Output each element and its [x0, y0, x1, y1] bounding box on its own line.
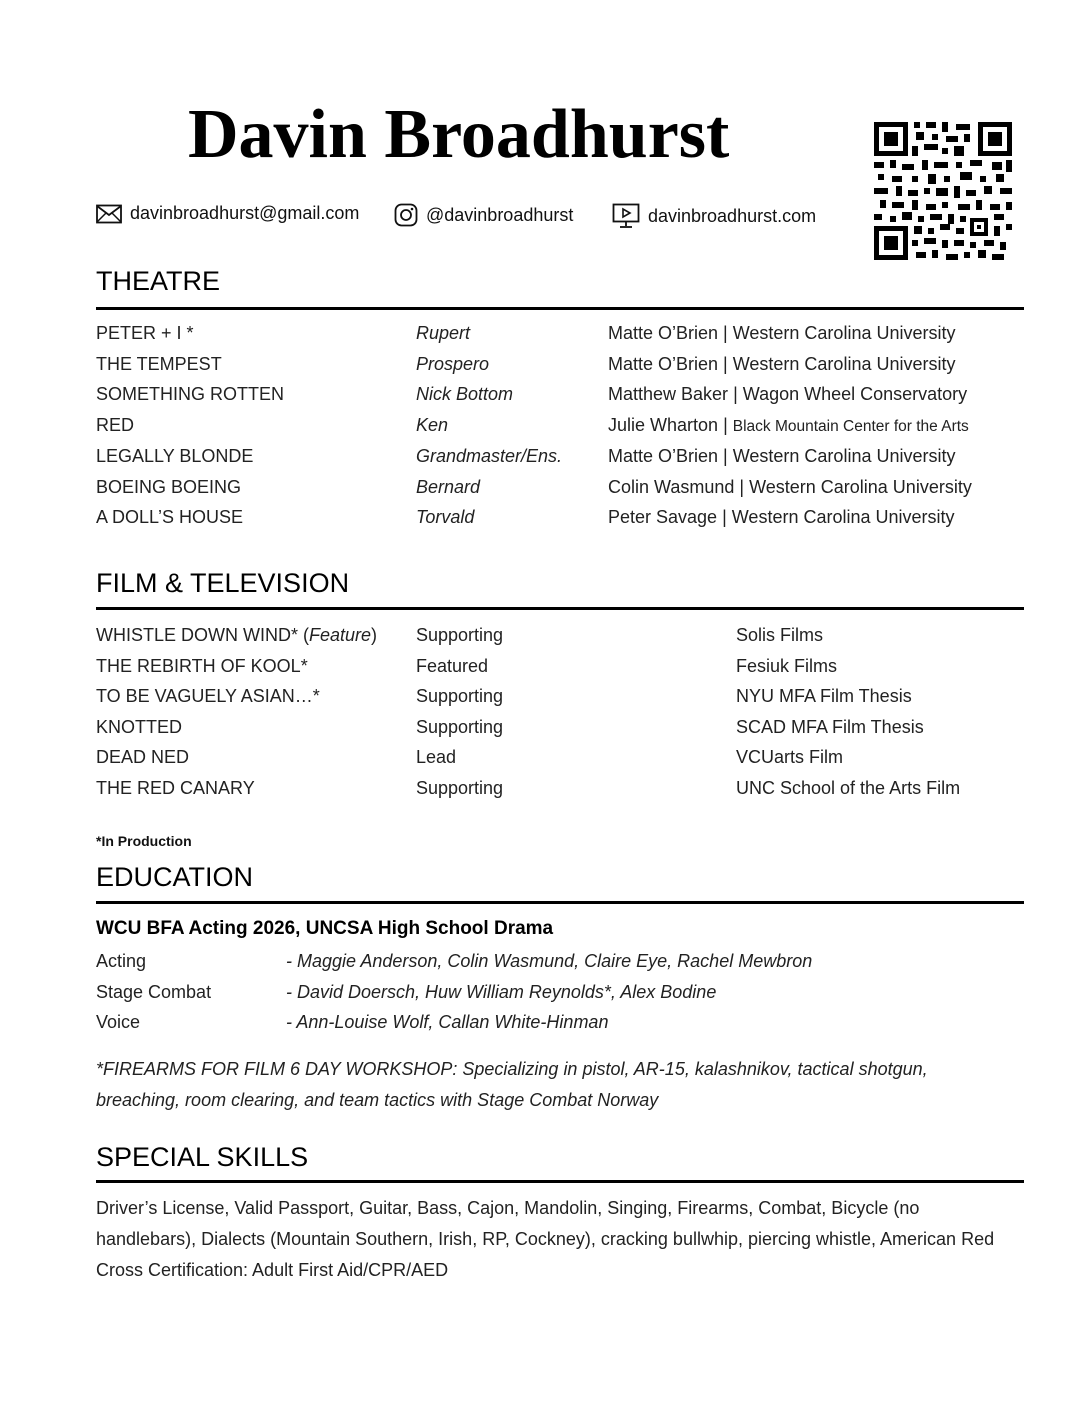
film-title-text: TO BE VAGUELY ASIAN…*: [96, 686, 320, 707]
theatre-divider: [96, 307, 1024, 310]
show-title: LEGALLY BLONDE: [96, 445, 254, 466]
film-title: [96, 625, 377, 646]
film-role: Supporting: [416, 778, 504, 798]
table-row: [96, 446, 1024, 472]
monitor-play-icon: [612, 203, 640, 229]
director-venue: Matte O’Brien | Western Carolina University: [608, 445, 956, 466]
role-name: Bernard: [416, 476, 481, 497]
table-row: [96, 1012, 1024, 1038]
director-venue: Matte O’Brien | Western Carolina University: [608, 323, 956, 343]
venue-name: Western Carolina University: [749, 476, 972, 497]
film-title-end: ): [371, 625, 378, 645]
skills-heading: SPECIAL SKILLS: [96, 1142, 309, 1172]
table-row: [96, 415, 1024, 441]
actor-name: Davin Broadhurst: [188, 96, 730, 173]
venue-name: Black Mountain Center for the Arts: [732, 418, 969, 436]
show-title: THE TEMPEST: [96, 353, 222, 374]
director-name: Peter Savage: [608, 507, 718, 528]
director-name: Julie Wharton: [608, 415, 719, 436]
film-title: [96, 778, 255, 799]
contact-instagram[interactable]: [394, 203, 573, 227]
training-subject: Acting: [96, 951, 147, 971]
training-teachers: - David Doersch, Huw William Reynolds*, Alex Bodine: [286, 981, 717, 1002]
film-title: [96, 686, 320, 707]
table-row: [96, 717, 1024, 743]
role-name: Rupert: [416, 323, 471, 343]
venue-name: Wagon Wheel Conservatory: [742, 384, 968, 405]
table-row: [96, 951, 1024, 977]
director-name: Matthew Baker: [608, 384, 729, 405]
film-title-text: KNOTTED: [96, 716, 183, 737]
film-title: [96, 717, 182, 738]
table-row: [96, 747, 1024, 773]
education-divider: [96, 901, 1024, 904]
training-subject: Stage Combat: [96, 981, 212, 1002]
instagram-handle[interactable]: @davinbroadhurst: [426, 204, 574, 225]
education-heading: EDUCATION: [96, 862, 254, 892]
film-role: Supporting: [416, 625, 504, 645]
film-role: Featured: [416, 655, 489, 676]
training-teachers: - Maggie Anderson, Colin Wasmund, Claire Eye, Rachel Mewbron: [286, 951, 813, 971]
director-name: Matte O’Brien: [608, 323, 719, 343]
director-name: Matte O’Brien: [608, 445, 719, 466]
film-title-text: THE RED CANARY: [96, 778, 255, 798]
director-venue: Matthew Baker | Wagon Wheel Conservatory: [608, 384, 968, 405]
film-heading: FILM & TELEVISION: [96, 568, 350, 598]
venue-name: Western Carolina University: [732, 353, 956, 374]
film-title-text: DEAD NED: [96, 747, 190, 768]
contact-website[interactable]: [612, 203, 816, 229]
table-row: [96, 625, 1024, 651]
table-row: [96, 686, 1024, 712]
table-row: [96, 507, 1024, 533]
table-row: [96, 778, 1024, 804]
table-row: [96, 656, 1024, 682]
director-venue: Matte O’Brien | Western Carolina University: [608, 353, 956, 374]
show-title: A DOLL’S HOUSE: [96, 507, 244, 528]
special-skills-text: Driver’s License, Valid Passport, Guitar, Bass, Cajon, Mandolin, Singing, Firearms, Combat, Bicycle (no handlebars), Dialects (Mountain Southern, Irish, RP, Cockney), cracking bullwhip, piercing whistle, American Red Cross Certification: Adult First Aid/CPR/AED: [96, 1198, 995, 1280]
director-name: Colin Wasmund: [608, 476, 735, 497]
table-row: [96, 384, 1024, 410]
theatre-heading: THEATRE: [96, 266, 221, 296]
film-title: [96, 656, 308, 677]
film-company: SCAD MFA Film Thesis: [736, 716, 924, 737]
qr-code-icon[interactable]: [872, 120, 1014, 262]
role-name: Torvald: [416, 507, 475, 528]
training-subject: Voice: [96, 1012, 141, 1032]
education-summary: WCU BFA Acting 2026, UNCSA High School Drama: [96, 918, 554, 939]
table-row: [96, 982, 1024, 1008]
film-role: Lead: [416, 747, 457, 768]
contact-email[interactable]: [96, 203, 359, 224]
director-venue: Peter Savage | Western Carolina University: [608, 507, 955, 528]
skills-divider: [96, 1180, 1024, 1183]
film-company: VCUarts Film: [736, 747, 843, 768]
film-role: Supporting: [416, 686, 504, 707]
role-name: Prospero: [416, 353, 490, 374]
film-title: [96, 747, 189, 768]
venue-name: Western Carolina University: [732, 445, 956, 466]
website-link[interactable]: davinbroadhurst.com: [648, 205, 817, 226]
film-company: Fesiuk Films: [736, 655, 838, 676]
film-divider: [96, 607, 1024, 610]
film-role: Supporting: [416, 716, 504, 737]
director-name: Matte O’Brien: [608, 353, 719, 374]
film-company: UNC School of the Arts Film: [736, 778, 961, 798]
instagram-icon: [394, 203, 418, 227]
mail-icon: [96, 204, 122, 224]
film-title-text: WHISTLE DOWN WIND* (: [96, 625, 309, 645]
film-title-text: THE REBIRTH OF KOOL*: [96, 655, 308, 676]
firearms-workshop: *FIREARMS FOR FILM 6 DAY WORKSHOP: Specializing in pistol, AR-15, kalashnikov, tactical shotgun, breaching, room clearing, and team tactics with Stage Combat Norway: [96, 1059, 928, 1110]
role-name: Grandmaster/Ens.: [416, 445, 563, 466]
director-venue: Julie Wharton | Black Mountain Center for the Arts: [608, 415, 969, 436]
show-title: SOMETHING ROTTEN: [96, 384, 284, 405]
email-link[interactable]: davinbroadhurst@gmail.com: [130, 203, 360, 223]
film-format: Feature: [309, 625, 372, 645]
show-title: BOEING BOEING: [96, 476, 242, 497]
in-production-note: *In Production: [96, 833, 192, 849]
training-teachers: - Ann-Louise Wolf, Callan White-Hinman: [286, 1012, 609, 1032]
film-company: Solis Films: [736, 625, 824, 645]
table-row: [96, 477, 1024, 503]
venue-name: Western Carolina University: [731, 507, 955, 528]
venue-name: Western Carolina University: [732, 323, 956, 343]
role-name: Ken: [416, 415, 449, 436]
role-name: Nick Bottom: [416, 384, 514, 405]
show-title: RED: [96, 415, 135, 436]
table-row: [96, 354, 1024, 380]
director-venue: Colin Wasmund | Western Carolina University: [608, 476, 972, 497]
film-company: NYU MFA Film Thesis: [736, 686, 912, 707]
table-row: [96, 323, 1024, 349]
show-title: PETER + I *: [96, 323, 194, 343]
